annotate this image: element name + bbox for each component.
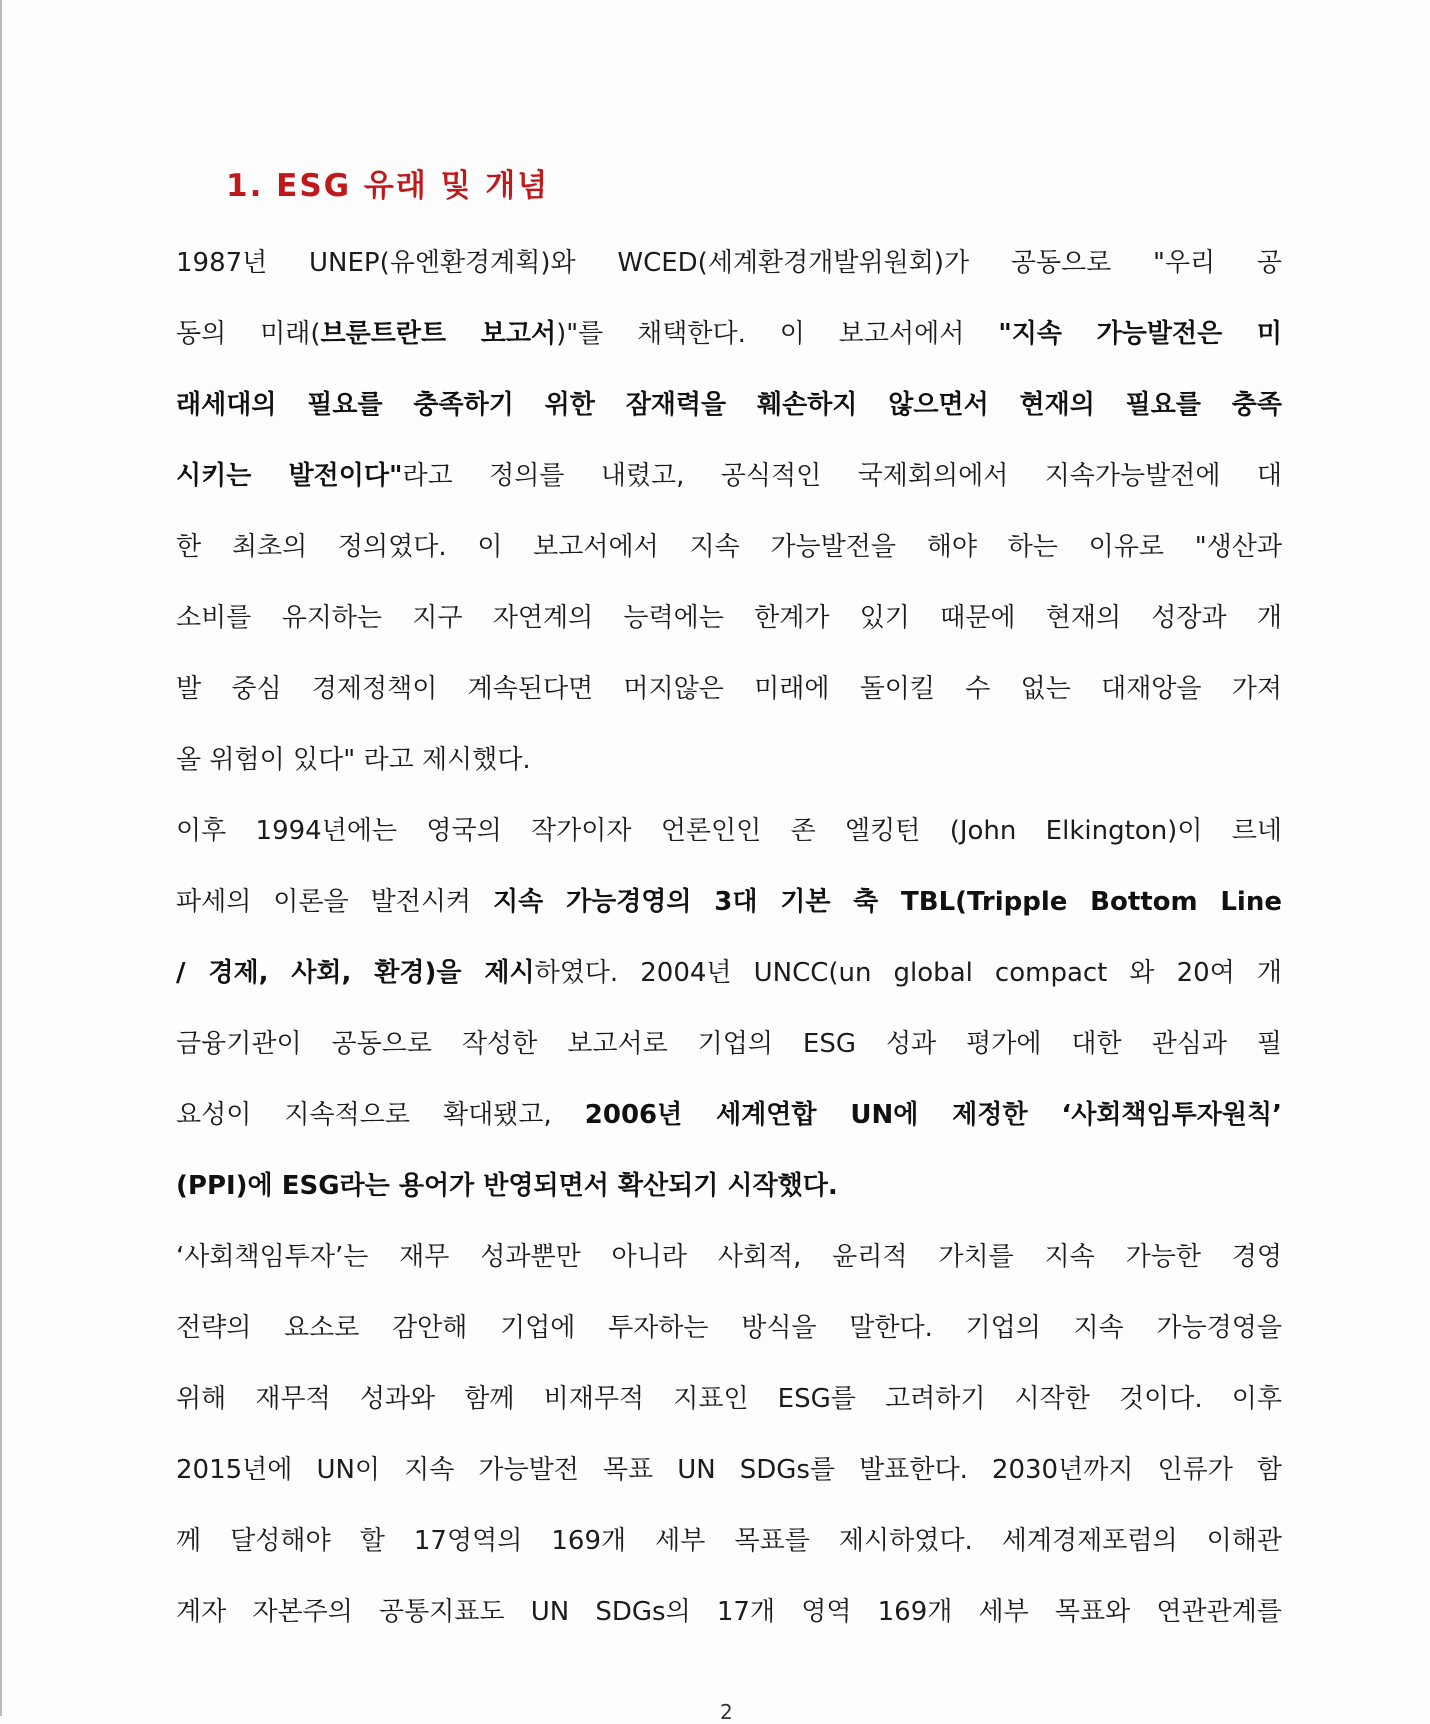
- text-line: [176, 1371, 1282, 1442]
- text-segment: 발 중심 경제정책이 계속된다면 머지않은 미래에 돌이킬 수 없는 대재앙을 가져: [176, 674, 1282, 704]
- bold-text-segment: 브룬트란트 보고서: [320, 319, 557, 349]
- text-line: [176, 803, 1282, 874]
- text-segment: 올 위험이 있다" 라고 제시했다.: [176, 745, 531, 775]
- text-line: [176, 1442, 1282, 1513]
- text-line: [176, 874, 1282, 945]
- text-segment: 전략의 요소로 감안해 기업에 투자하는 방식을 말한다. 기업의 지속 가능경영을: [176, 1313, 1282, 1343]
- text-segment: 하였다. 2004년 UNCC(un global compact 와 20여 개: [534, 958, 1282, 988]
- page-number: 2: [720, 1700, 733, 1724]
- text-segment: )"를 채택한다. 이 보고서에서: [556, 319, 999, 349]
- section-heading: 1. ESG 유래 및 개념: [226, 168, 550, 204]
- text-segment: 위해 재무적 성과와 함께 비재무적 지표인 ESG를 고려하기 시작한 것이다. 이후: [176, 1384, 1282, 1414]
- text-line: [176, 590, 1282, 661]
- text-line: [176, 661, 1282, 732]
- text-segment: 요성이 지속적으로 확대됐고,: [176, 1100, 585, 1130]
- bold-text-segment: (PPI)에 ESG라는 용어가 반영되면서 확산되기 시작했다.: [176, 1171, 838, 1201]
- body-text: [176, 235, 1282, 1655]
- text-line: [176, 448, 1282, 519]
- text-line: [176, 1016, 1282, 1087]
- text-line: [176, 1229, 1282, 1300]
- text-segment: 1987년 UNEP(유엔환경계획)와 WCED(세계환경개발위원회)가 공동으로 "우리 공: [176, 248, 1282, 278]
- bold-text-segment: "지속 가능발전은 미: [998, 319, 1283, 349]
- text-line: [176, 377, 1282, 448]
- text-segment: 한 최초의 정의였다. 이 보고서에서 지속 가능발전을 해야 하는 이유로 "생산과: [176, 532, 1282, 562]
- text-line: [176, 519, 1282, 590]
- text-line: [176, 235, 1282, 306]
- bold-text-segment: 2006년 세계연합 UN에 제정한 ‘사회책임투자원칙’: [584, 1100, 1283, 1130]
- text-segment: 금융기관이 공동으로 작성한 보고서로 기업의 ESG 성과 평가에 대한 관심과 필: [176, 1029, 1282, 1059]
- text-segment: 소비를 유지하는 지구 자연계의 능력에는 한계가 있기 때문에 현재의 성장과 개: [176, 603, 1282, 633]
- text-segment: 파세의 이론을 발전시켜: [176, 887, 493, 917]
- text-segment: 이후 1994년에는 영국의 작가이자 언론인인 존 엘킹턴 (John Elkington)이 르네: [176, 816, 1282, 846]
- text-segment: 라고 정의를 내렸고, 공식적인 국제회의에서 지속가능발전에 대: [402, 461, 1282, 491]
- text-segment: ‘사회책임투자’는 재무 성과뿐만 아니라 사회적, 윤리적 가치를 지속 가능한 경영: [176, 1242, 1282, 1272]
- bold-text-segment: 래세대의 필요를 충족하기 위한 잠재력을 훼손하지 않으면서 현재의 필요를 충족: [176, 390, 1282, 420]
- text-line: [176, 1584, 1282, 1655]
- text-line: [176, 732, 1282, 803]
- text-segment: 2015년에 UN이 지속 가능발전 목표 UN SDGs를 발표한다. 2030년까지 인류가 함: [176, 1455, 1282, 1485]
- text-line: [176, 1513, 1282, 1584]
- text-line: [176, 1087, 1282, 1158]
- text-line: [176, 945, 1282, 1016]
- bold-text-segment: 지속 가능경영의 3대 기본 축 TBL(Tripple Bottom Line: [493, 887, 1282, 917]
- text-line: [176, 1158, 1282, 1229]
- text-segment: 동의 미래(: [176, 319, 321, 349]
- text-segment: 께 달성해야 할 17영역의 169개 세부 목표를 제시하였다. 세계경제포럼의 이해관: [176, 1526, 1282, 1556]
- bold-text-segment: 시키는 발전이다": [176, 461, 403, 491]
- text-line: [176, 1300, 1282, 1371]
- bold-text-segment: / 경제, 사회, 환경)을 제시: [176, 958, 535, 988]
- text-line: [176, 306, 1282, 377]
- text-segment: 계자 자본주의 공통지표도 UN SDGs의 17개 영역 169개 세부 목표와 연관관계를: [176, 1597, 1282, 1627]
